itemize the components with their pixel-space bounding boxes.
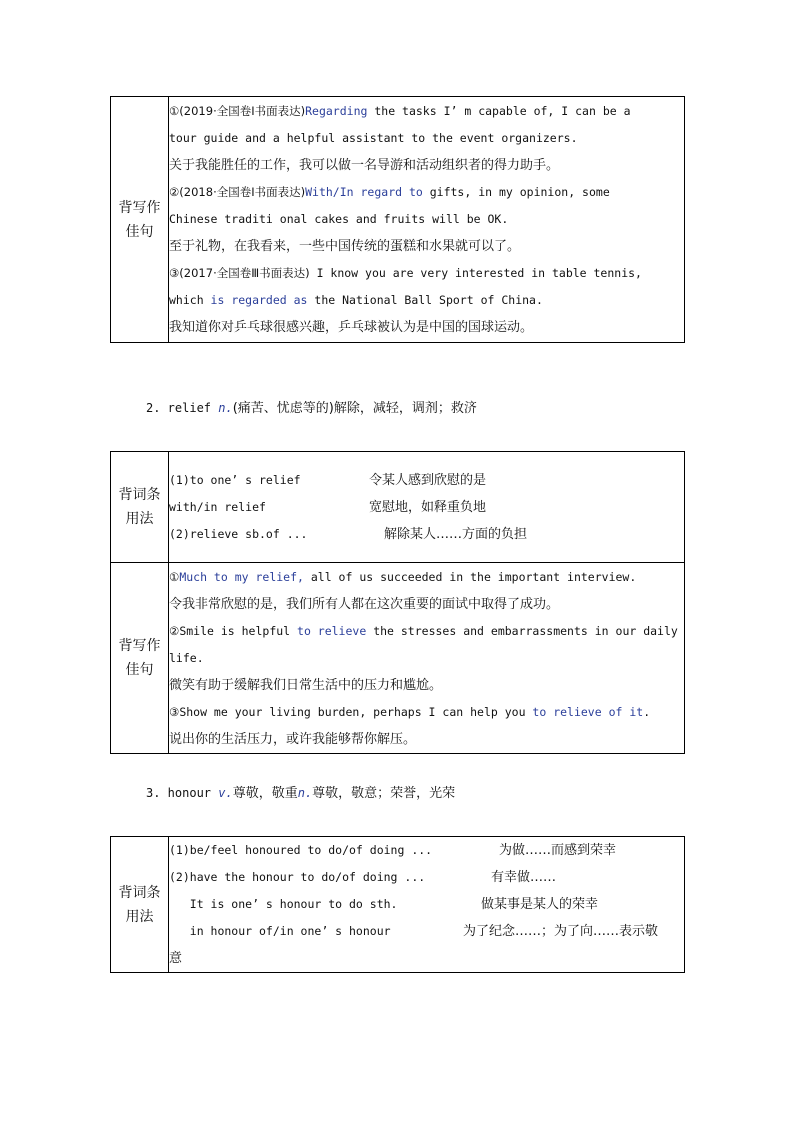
example-number: ③	[169, 704, 180, 719]
part-of-speech: n.	[297, 786, 313, 800]
sentence-text: gifts, in my opinion, some	[422, 185, 610, 199]
usage-meaning: 做某事是某人的荣幸	[481, 897, 599, 912]
usage-content	[169, 452, 685, 563]
label-line-1: 背词条	[118, 884, 161, 901]
relief-table	[110, 451, 685, 754]
sentence-text: .	[643, 704, 651, 719]
label-line-1: 背写作	[118, 638, 161, 654]
usage-phrase: (1)be/feel honoured to do/of doing ...	[169, 843, 433, 857]
example-line	[169, 260, 684, 287]
usage-line	[169, 918, 684, 945]
example-label	[111, 563, 169, 754]
translation-line: 说出你的生活压力，或许我能够帮你解压。	[169, 731, 417, 747]
usage-line	[169, 467, 684, 494]
entry-meaning: 尊敬，敬重	[232, 786, 298, 801]
label-line-1: 背词条	[118, 487, 161, 503]
highlight-phrase: to relieve	[297, 623, 367, 638]
example-line	[169, 98, 684, 125]
usage-line	[169, 864, 684, 891]
example-table-1	[110, 96, 685, 343]
usage-label	[111, 837, 169, 973]
highlight-phrase: to relieve of it	[532, 704, 644, 719]
usage-content	[169, 837, 685, 973]
highlight-phrase: With/In regard to	[305, 185, 423, 199]
part-of-speech: n.	[218, 401, 233, 415]
entry-heading-relief	[146, 397, 477, 416]
sentence-text: Show me your living burden, perhaps I can help you	[179, 704, 533, 719]
usage-meaning-continued: 意	[169, 951, 183, 966]
label-line-2: 佳句	[125, 223, 154, 240]
example-line	[169, 179, 684, 206]
entry-heading-honour	[146, 782, 455, 801]
sentence-text: the stresses and embarrassments in our daily	[366, 623, 678, 638]
example-line: tour guide and a helpful assistant to the event organizers.	[169, 131, 578, 145]
usage-phrase: (1)to one’ s relief	[169, 472, 301, 487]
honour-table	[110, 836, 685, 973]
usage-line	[169, 521, 684, 548]
sentence-text: Smile is helpful	[179, 623, 298, 638]
usage-meaning: 为了纪念……；为了向……表示敬	[463, 924, 659, 939]
source-tag: ②(2018·全国卷Ⅰ书面表达)	[169, 185, 306, 199]
usage-meaning: 有幸做……	[491, 870, 557, 885]
example-line	[169, 618, 684, 645]
usage-phrase: (2)relieve sb.of ...	[169, 526, 308, 541]
example-content	[169, 563, 685, 754]
sentence-text: the tasks I’ m capable of, I can be a	[367, 104, 631, 118]
usage-line	[169, 837, 684, 864]
usage-label	[111, 452, 169, 563]
example-line	[169, 287, 684, 314]
sentence-text: I know you are very interested in table tennis,	[309, 266, 642, 280]
sentence-text: which	[169, 293, 211, 307]
example-label	[111, 97, 169, 343]
example-line	[169, 564, 684, 591]
translation-line: 至于礼物，在我看来，一些中国传统的蛋糕和水果就可以了。	[169, 239, 521, 254]
source-tag: ③(2017·全国卷Ⅲ书面表达)	[169, 266, 310, 280]
translation-line: 关于我能胜任的工作，我可以做一名导游和活动组织者的得力助手。	[169, 158, 560, 173]
usage-line	[169, 494, 684, 521]
example-line: Chinese traditi onal cakes and fruits will be OK.	[169, 212, 509, 226]
highlight-phrase: Much to my relief,	[179, 569, 304, 584]
label-line-2: 用法	[125, 908, 154, 925]
usage-meaning: 解除某人……方面的负担	[384, 526, 528, 542]
sentence-text: all of us succeeded in the important interview.	[303, 569, 637, 584]
label-line-2: 佳句	[125, 662, 154, 678]
usage-meaning: 宽慰地，如释重负地	[369, 499, 487, 515]
usage-phrase: in honour of/in one’ s honour	[169, 924, 391, 938]
translation-line: 我知道你对乒乓球很感兴趣，乒乓球被认为是中国的国球运动。	[169, 320, 534, 335]
example-number: ②	[169, 623, 180, 638]
sentence-text: the National Ball Sport of China.	[307, 293, 543, 307]
entry-word: 3. honour	[146, 786, 219, 800]
example-content	[169, 97, 685, 343]
source-tag: ①(2019·全国卷Ⅰ书面表达)	[169, 104, 306, 118]
usage-phrase: with/in relief	[169, 499, 266, 514]
example-number: ①	[169, 569, 180, 584]
entry-word: 2. relief	[146, 401, 219, 415]
usage-phrase: It is one’ s honour to do sth.	[169, 897, 398, 911]
example-line: life.	[169, 650, 204, 665]
usage-line	[169, 891, 684, 918]
part-of-speech: v.	[218, 786, 233, 800]
highlight-phrase: Regarding	[305, 104, 368, 118]
usage-meaning: 令某人感到欣慰的是	[369, 472, 487, 488]
label-line-1: 背写作	[118, 199, 161, 216]
translation-line: 令我非常欣慰的是，我们所有人都在这次重要的面试中取得了成功。	[169, 596, 560, 612]
usage-phrase: (2)have the honour to do/of doing ...	[169, 870, 426, 884]
translation-line: 微笑有助于缓解我们日常生活中的压力和尴尬。	[169, 677, 443, 693]
entry-meaning: 尊敬，敬意；荣誉，光荣	[312, 786, 456, 801]
highlight-phrase: is regarded as	[210, 293, 308, 307]
entry-meaning: (痛苦、忧虑等的)解除，减轻，调剂；救济	[232, 401, 477, 416]
usage-meaning: 为做……而感到荣幸	[499, 843, 617, 858]
label-line-2: 用法	[125, 511, 154, 527]
example-line	[169, 699, 684, 726]
